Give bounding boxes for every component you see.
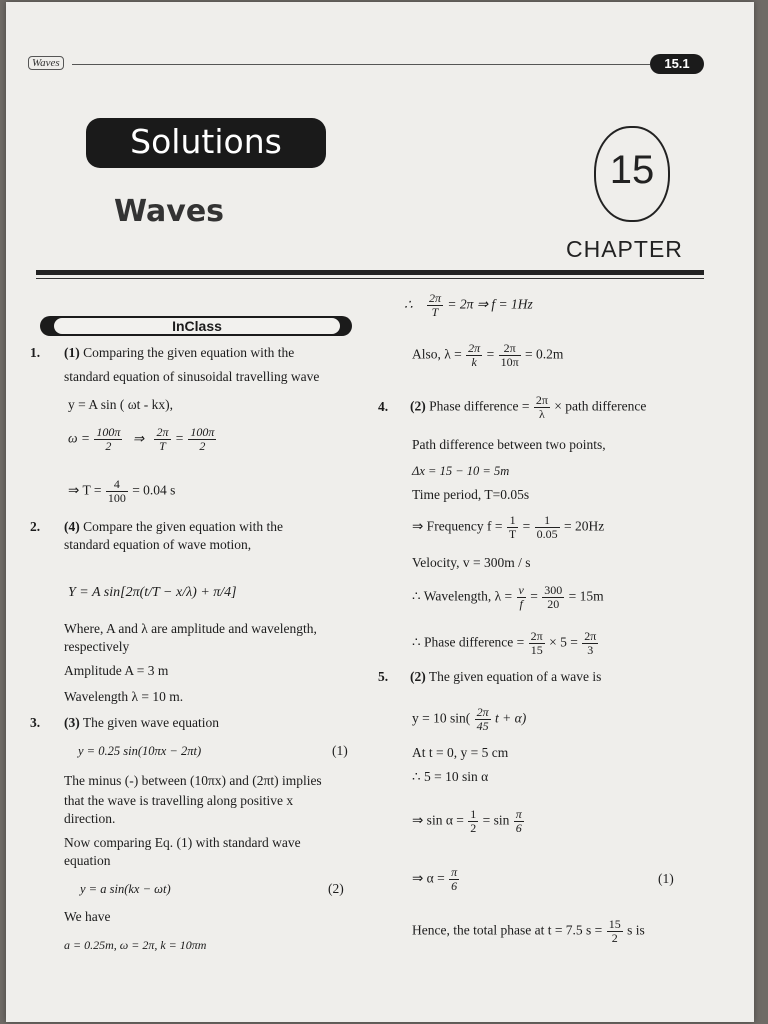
page-number: 15.1 (650, 54, 704, 74)
fraction: $\frac{2\pi}{3}$ (584, 629, 597, 657)
q3-line4: direction. (64, 811, 116, 826)
q2-line4: respectively (64, 639, 130, 654)
book-page (6, 2, 754, 1022)
answer-option: (1) (64, 345, 80, 360)
equation-tag: (2) (328, 881, 344, 896)
title-divider-thin (36, 278, 704, 279)
q4-line3: Δx = 15 − 10 = 5m (412, 464, 510, 478)
question-number: 4. (378, 399, 389, 414)
q1-line2: standard equation of sinusoidal travelling wave (64, 369, 320, 384)
fraction: $\frac{2\pi}{T}$ (156, 425, 169, 453)
q3-line7: We have (64, 909, 111, 924)
fraction: $\frac{\pi}{6}$ (451, 865, 458, 893)
header-rule (72, 64, 650, 65)
question-number: 2. (30, 519, 41, 534)
q4-line2: Path difference between two points, (412, 437, 606, 452)
q4-phase-difference: ∴ Phase difference = $\frac{2\pi}{15}$ × 5 = $\frac{2\pi}{3}$ (412, 629, 597, 657)
fraction: $\frac{v}{f}$ (518, 583, 524, 611)
chapter-subtitle: Waves (114, 194, 225, 229)
q5-wave-equation: y = 10 sin( $\frac{2\pi}{45}$ t + α) (412, 705, 527, 733)
running-header-tag: Waves (28, 56, 64, 70)
fraction: $\frac{2\pi}{15}$ (530, 629, 543, 657)
q5-alpha: ⇒ α = $\frac{\pi}{6}$ (412, 865, 458, 893)
chapter-label: CHAPTER (566, 236, 683, 262)
q5-line3: ∴ 5 = 10 sin α (412, 769, 489, 784)
q1-line1 (64, 344, 294, 362)
q4-line4: Time period, T=0.05s (412, 487, 530, 502)
answer-option: (2) (410, 669, 426, 684)
q2-amplitude: Amplitude A = 3 m (64, 663, 169, 678)
q3-line5: Now comparing Eq. (1) with standard wave (64, 835, 301, 850)
q2-line3: Where, A and λ are amplitude and wavelength, (64, 621, 317, 636)
fraction: $\frac{1}{0.05}$ (536, 513, 558, 541)
question-number: 3. (30, 715, 41, 730)
chapter-number: 15 (609, 148, 655, 192)
equation-tag: (1) (332, 743, 348, 758)
q3-line6: equation (64, 853, 111, 868)
q4-velocity: Velocity, v = 300m / s (412, 555, 531, 570)
title-divider (36, 270, 704, 275)
q1-text: Comparing the given equation with the (83, 345, 295, 360)
fraction: $\frac{2\pi}{T}$ (428, 291, 441, 319)
q4-wavelength: ∴ Wavelength, λ = $\frac{v}{f}$ = $\frac{300}{20}$ = 15m (412, 583, 604, 611)
q2-wave-equation: Y = A sin[2π(t/T − x/λ) + π/4] (68, 585, 237, 600)
fraction: $\frac{4}{100}$ (107, 477, 126, 505)
q1-period-result: ⇒ T = $\frac{4}{100}$ = 0.04 s (68, 477, 176, 505)
fraction: $\frac{2\pi}{\lambda}$ (535, 393, 548, 421)
section-label: InClass (54, 318, 340, 334)
q2-line1: (4) Compare the given equation with the (64, 519, 283, 534)
q2-wavelength: Wavelength λ = 10 m. (64, 689, 184, 704)
q3-equation-2: y = a sin(kx − ωt) (80, 882, 171, 896)
q5-sin-alpha: ⇒ sin α = $\frac{1}{2}$ = sin $\frac{\pi}{6}$ (412, 807, 522, 835)
q4-line1: (2) Phase difference = $\frac{2\pi}{\lambda}$ × path difference (410, 393, 647, 421)
r2-wavelength: Also, λ = $\frac{2\pi}{k}$ = $\frac{2\pi}{10\pi}$ = 0.2m (412, 341, 564, 369)
q3-equation-1: y = 0.25 sin(10πx − 2πt) (78, 744, 202, 758)
fraction: $\frac{1}{2}$ (470, 807, 477, 835)
q5-line1: (2) The given equation of a wave is (410, 669, 602, 684)
q1-omega-equation: ω = $\frac{100\pi}{2}$ ⇒ $\frac{2\pi}{T}$ = $\frac{100\pi}{2}$ (68, 425, 215, 453)
q3-line3: that the wave is travelling along positive x (64, 793, 294, 808)
q3-values: a = 0.25m, ω = 2π, k = 10πm (64, 938, 207, 952)
answer-option: (2) (410, 398, 426, 414)
fraction: $\frac{2\pi}{k}$ (468, 341, 481, 369)
q3-line2: The minus (-) between (10πx) and (2πt) implies (64, 773, 322, 788)
fraction: $\frac{\pi}{6}$ (515, 807, 522, 835)
fraction: $\frac{2\pi}{10\pi}$ (500, 341, 519, 369)
question-number: 5. (378, 669, 389, 684)
equation-tag: (1) (658, 871, 674, 886)
fraction: $\frac{15}{2}$ (608, 917, 621, 945)
fraction: $\frac{300}{20}$ (544, 583, 563, 611)
answer-option: (4) (64, 519, 80, 534)
q5-line2: At t = 0, y = 5 cm (412, 745, 509, 760)
q3-line1: (3) The given wave equation (64, 715, 219, 730)
q1-equation: y = A sin ( ωt - kx), (68, 397, 174, 412)
fraction: $\frac{2\pi}{45}$ (476, 705, 489, 733)
fraction: $\frac{1}{T}$ (508, 513, 517, 541)
answer-option: (3) (64, 715, 80, 730)
fraction: $\frac{100\pi}{2}$ (190, 425, 215, 453)
r1-frequency: ∴ $\frac{2\pi}{T}$ = 2π ⇒ f = 1Hz (404, 291, 533, 319)
solutions-title: Solutions (86, 118, 326, 168)
q5-total-phase: Hence, the total phase at t = 7.5 s = $\frac{15}{2}$ s is (412, 917, 645, 945)
q4-frequency: ⇒ Frequency f = $\frac{1}{T}$ = $\frac{1}{0.05}$ = 20Hz (412, 513, 605, 541)
question-number: 1. (30, 345, 41, 360)
fraction: $\frac{100\pi}{2}$ (96, 425, 121, 453)
q2-line2: standard equation of wave motion, (64, 537, 252, 552)
